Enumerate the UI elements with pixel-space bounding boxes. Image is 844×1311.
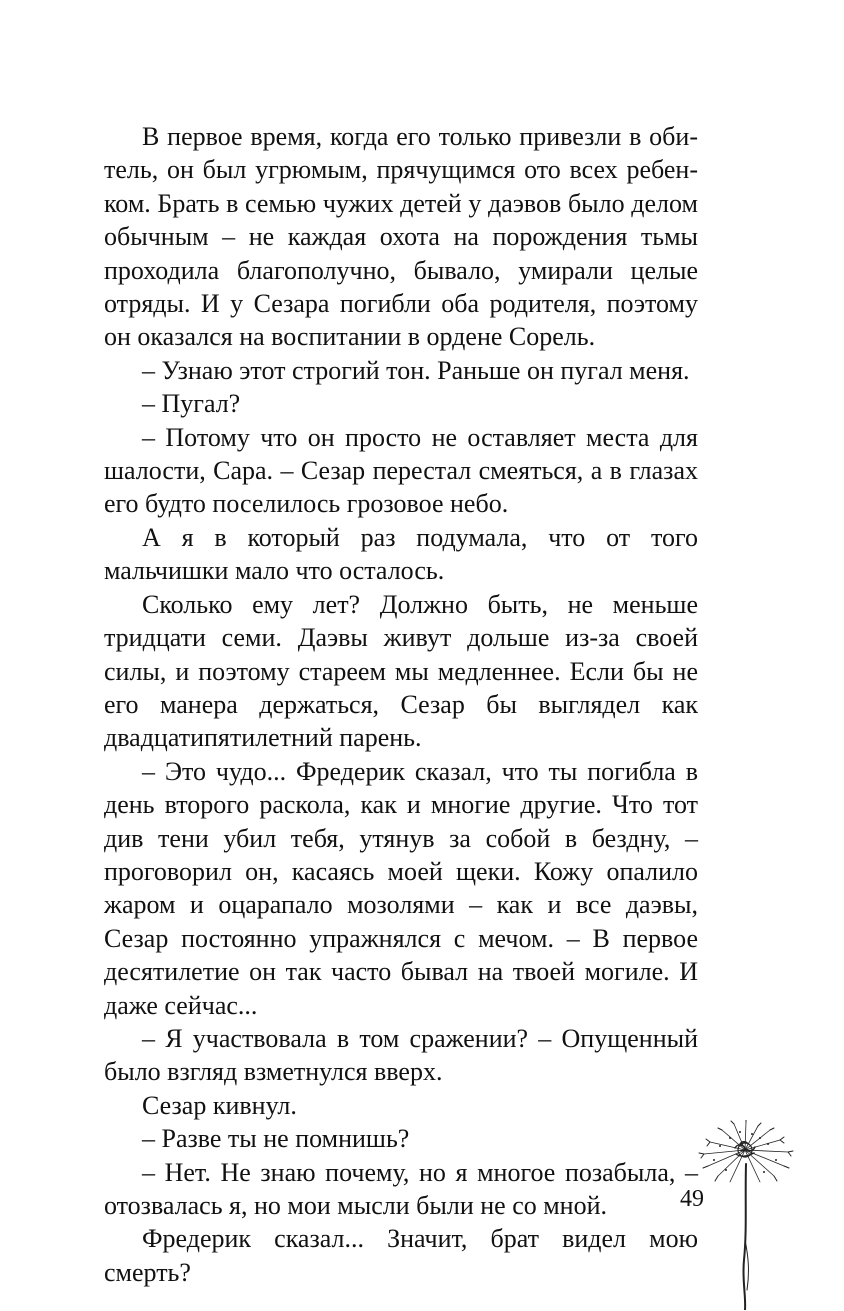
paragraph: – Я участвовала в том сражении? – Опущенный было взгляд взметнулся вверх.	[104, 1023, 698, 1087]
page-number: 49	[680, 1186, 704, 1212]
dandelion-flower-icon	[690, 1120, 800, 1310]
paragraph: В первое время, когда его только привезли в обитель, он был угрюмым, прячущимся ото всех ребенком. Брать в семью чужих детей у даэвов было делом обычным – не каждая охота на порождения тьмы проходила благополучно, бывало, умирали целые отряды. И у Сезара погибли оба родителя, поэтому он оказался на воспитании в ордене Сорель.	[104, 122, 698, 352]
paragraph: Сколько ему лет? Должно быть, не меньше тридцати семи. Даэвы живут дольше из-за своей силы, и поэтому стареем мы медленнее. Если бы не его манера держаться, Сезар бы выглядел как двадцатипятилетний парень.	[104, 589, 698, 753]
paragraph: А я в который раз подумала, что от того мальчишки мало что осталось.	[104, 522, 698, 586]
paragraph: Сезар кивнул.	[142, 1090, 297, 1120]
body-text	[104, 120, 698, 1289]
paragraph: – Пугал?	[142, 389, 241, 419]
paragraph: – Потому что он просто не оставляет места для шалости, Сара. – Сезар перестал смеяться, а в глазах его будто поселилось грозовое небо.	[104, 422, 698, 519]
paragraph: Фредерик сказал... Значит, брат видел мою смерть?	[104, 1224, 698, 1287]
paragraph: – Разве ты не помнишь?	[142, 1124, 410, 1154]
paragraph: – Это чудо... Фредерик сказал, что ты погибла в день второго раскола, как и многие другие. Что тот див тени убил тебя, утянув за собой в бездну, – проговорил он, касаясь моей щеки. Кожу опалило жаром и оцарапало мозолями – как и все даэвы, Сезар постоянно упражнялся с мечом. – В первое десятилетие он так часто бывал на твоей могиле. И даже сейчас...	[104, 756, 698, 1020]
paragraph: – Узнаю этот строгий тон. Раньше он пугал меня.	[142, 355, 690, 385]
paragraph: – Нет. Не знаю почему, но я многое позабыла, – отозвалась я, но мои мысли были не со мной.	[104, 1157, 698, 1220]
